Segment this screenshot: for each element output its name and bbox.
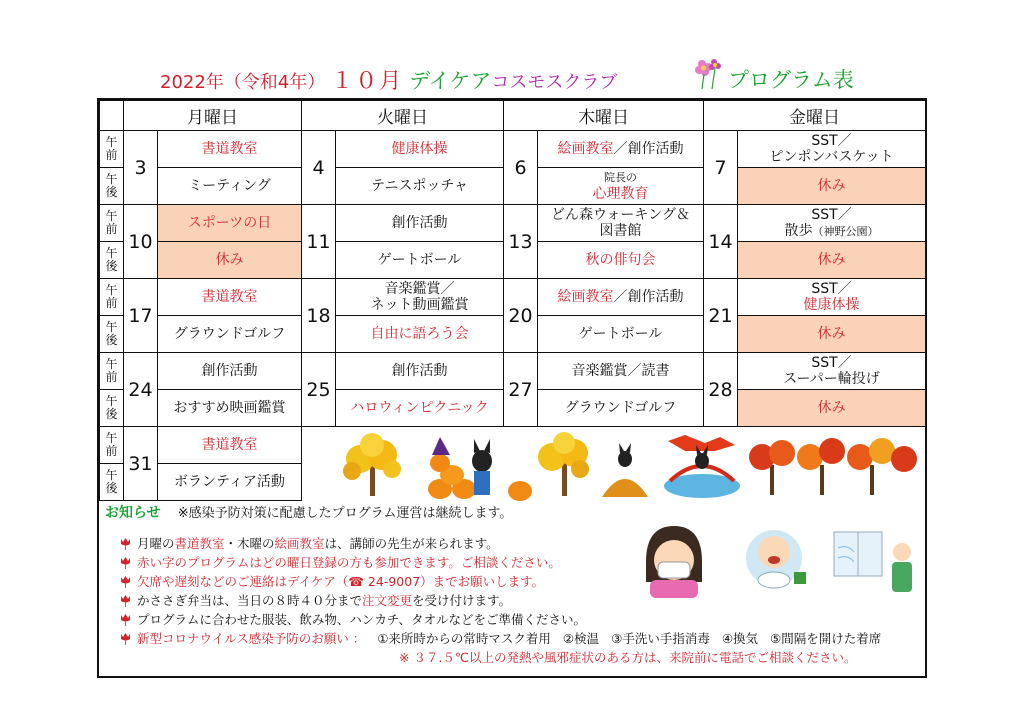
activity-line: SST／ — [811, 281, 852, 297]
list-text: ）までお願いします。 — [420, 574, 545, 589]
activity-cell — [738, 353, 926, 390]
tulip-bullet-icon — [119, 632, 132, 645]
list-text: 注文変更 — [362, 593, 413, 608]
activity-text: ／創作活動 — [613, 289, 684, 305]
precaution-item: ④換気 — [721, 631, 759, 646]
activity-cell — [538, 131, 704, 168]
activity-text: （神野公園） — [812, 224, 879, 238]
activity-cell: 創作活動 — [336, 353, 504, 390]
maple-trees-icon — [749, 438, 917, 495]
activity-line: ネット動画鑑賞 — [370, 297, 469, 313]
holiday-cell: 休み — [738, 168, 926, 205]
date-cell: 4 — [302, 131, 336, 205]
date-cell: 18 — [302, 279, 336, 353]
tulip-bullet-icon — [119, 537, 132, 550]
am-label: 午前 — [100, 353, 124, 390]
activity-cell: ミーティング — [158, 168, 302, 205]
precaution-item: ①来所時からの常時マスク着用 — [377, 631, 551, 646]
header-tuesday: 火曜日 — [302, 101, 504, 131]
list-item — [119, 610, 919, 629]
activity-line: SST／ — [811, 355, 852, 371]
date-cell: 17 — [124, 279, 158, 353]
activity-cell — [738, 205, 926, 242]
activity-cell — [538, 168, 704, 205]
activity-line: どん森ウォーキング＆ — [550, 207, 691, 223]
list-text: を受け付けます。 — [412, 593, 512, 608]
autumn-illustration — [340, 431, 923, 501]
date-cell: 28 — [704, 353, 738, 427]
notice-heading: お知らせ — [105, 505, 161, 521]
list-item — [119, 629, 919, 648]
activity-cell: 書道教室 — [158, 279, 302, 316]
title-daycare: デイケア — [409, 69, 492, 93]
activity-cell: ゲートボール — [336, 242, 504, 279]
precaution-item: ⑤間隔を開けた着席 — [770, 631, 882, 646]
activity-line: ピンポンバスケット — [769, 149, 894, 165]
list-text: 書道教室 — [174, 536, 225, 551]
activity-cell: ボランティア活動 — [158, 464, 302, 501]
title-month: １０月 — [331, 69, 404, 94]
ginkgo-tree-icon — [538, 432, 589, 496]
cosmos-flower-icon — [690, 56, 724, 90]
masked-person-icon — [646, 526, 702, 598]
am-label: 午前 — [100, 279, 124, 316]
phone-number: ☎ 24-9007 — [348, 574, 421, 589]
activity-cell: 自由に語ろう会 — [336, 316, 504, 353]
pm-label: 午後 — [100, 390, 124, 427]
list-text: かささぎ弁当は、当日の８時４０分まで — [137, 593, 363, 608]
list-text: プログラムに合わせた服装、飲み物、ハンカチ、タオルなどをご準備ください。 — [137, 612, 587, 627]
date-cell: 21 — [704, 279, 738, 353]
handwashing-icon — [746, 530, 806, 588]
activity-line: 音楽鑑賞／ — [384, 281, 455, 297]
notice-section — [105, 502, 921, 522]
jack-o-lantern-icon — [428, 437, 476, 499]
holiday-cell: スポーツの日 — [158, 205, 302, 242]
header-friday: 金曜日 — [704, 101, 926, 131]
activity-line: 心理教育 — [592, 186, 649, 202]
activity-line: SST／ — [811, 206, 852, 223]
activity-line: 図書館 — [599, 223, 642, 239]
week-2-am-row — [100, 205, 926, 242]
bridge-scene-icon — [664, 435, 740, 498]
title-club: コスモスクラブ — [491, 72, 618, 93]
activity-line: 健康体操 — [803, 297, 860, 313]
activity-cell — [538, 205, 704, 242]
activity-cell: おすすめ映画鑑賞 — [158, 390, 302, 427]
activity-text: ／創作活動 — [613, 141, 684, 157]
activity-cell: 健康体操 — [336, 131, 504, 168]
page-title — [160, 64, 880, 94]
title-program: プログラム表 — [728, 68, 854, 92]
holiday-cell: 休み — [738, 242, 926, 279]
activity-cell: 創作活動 — [336, 205, 504, 242]
am-label: 午前 — [100, 205, 124, 242]
list-text: 絵画教室 — [274, 536, 325, 551]
date-cell: 13 — [504, 205, 538, 279]
holiday-cell: 休み — [738, 390, 926, 427]
list-text: 月曜の — [137, 536, 175, 551]
activity-cell — [336, 279, 504, 316]
activity-cell: 書道教室 — [158, 131, 302, 168]
holiday-cell: 休み — [738, 316, 926, 353]
activity-cell: ハロウィンピクニック — [336, 390, 504, 427]
activity-cell — [738, 279, 926, 316]
activity-cell — [738, 131, 926, 168]
date-cell: 3 — [124, 131, 158, 205]
activity-text: 絵画教室 — [557, 289, 614, 305]
list-text: 欠席や遅刻などのご連絡はデイケア（ — [137, 574, 349, 589]
activity-cell: ゲートボール — [538, 316, 704, 353]
list-text: 赤い字のプログラムはどの曜日登録の方も参加できます。ご相談ください。 — [137, 555, 561, 570]
pm-label: 午後 — [100, 242, 124, 279]
date-cell: 7 — [704, 131, 738, 205]
precaution-item: ③手洗い手指消毒 — [611, 631, 710, 646]
week-1-am-row — [100, 131, 926, 168]
list-text: 新型コロナウイルス感染予防のお願い ： — [137, 631, 366, 646]
am-label: 午前 — [100, 131, 124, 168]
activity-cell: 創作活動 — [158, 353, 302, 390]
pumpkin-icon — [508, 481, 532, 501]
pm-label: 午後 — [100, 464, 124, 501]
date-cell: 24 — [124, 353, 158, 427]
infection-prevention-illustration — [634, 522, 924, 600]
activity-cell: グラウンドゴルフ — [538, 390, 704, 427]
tulip-bullet-icon — [119, 556, 132, 569]
activity-cell: 音楽鑑賞／読書 — [538, 353, 704, 390]
ginkgo-tree-icon — [343, 433, 401, 496]
header-thursday: 木曜日 — [504, 101, 704, 131]
date-cell: 31 — [124, 427, 158, 501]
am-label: 午前 — [100, 427, 124, 464]
activity-cell: 秋の俳句会 — [538, 242, 704, 279]
notice-text: ※感染予防対策に配慮したプログラム運営は継続します。 — [177, 506, 513, 521]
activity-cell: 書道教室 — [158, 427, 302, 464]
header-row — [100, 101, 926, 131]
header-monday: 月曜日 — [124, 101, 302, 131]
date-cell: 11 — [302, 205, 336, 279]
date-cell: 14 — [704, 205, 738, 279]
pm-label: 午後 — [100, 316, 124, 353]
precaution-item: ②検温 — [562, 631, 600, 646]
leaf-pile-icon — [602, 443, 648, 497]
tulip-bullet-icon — [119, 575, 132, 588]
date-cell: 10 — [124, 205, 158, 279]
activity-cell: グラウンドゴルフ — [158, 316, 302, 353]
activity-line: SST／ — [811, 133, 852, 149]
date-cell: 20 — [504, 279, 538, 353]
activity-line: スーパー輪投げ — [783, 371, 880, 387]
title-year: 2022年（令和4年） — [160, 72, 326, 93]
tulip-bullet-icon — [119, 594, 132, 607]
black-cat-icon — [472, 439, 492, 495]
date-cell: 25 — [302, 353, 336, 427]
activity-cell — [538, 279, 704, 316]
tulip-bullet-icon — [119, 613, 132, 626]
fever-note: ※ ３７.５℃以上の発熱や風邪症状のある方は、来院前に電話でご相談ください。 — [399, 650, 857, 665]
activity-text: 散歩 — [784, 222, 813, 239]
week-3-am-row — [100, 279, 926, 316]
activity-text: 絵画教室 — [557, 141, 614, 157]
date-cell: 6 — [504, 131, 538, 205]
activity-line: 院長の — [604, 171, 637, 184]
activity-cell: テニスポッチャ — [336, 168, 504, 205]
list-text: ・木曜の — [224, 536, 275, 551]
ventilation-icon — [834, 532, 912, 592]
schedule-frame — [97, 98, 927, 678]
week-4-am-row — [100, 353, 926, 390]
pm-label: 午後 — [100, 168, 124, 205]
holiday-cell: 休み — [158, 242, 302, 279]
date-cell: 27 — [504, 353, 538, 427]
list-text: は、講師の先生が来られます。 — [324, 536, 499, 551]
